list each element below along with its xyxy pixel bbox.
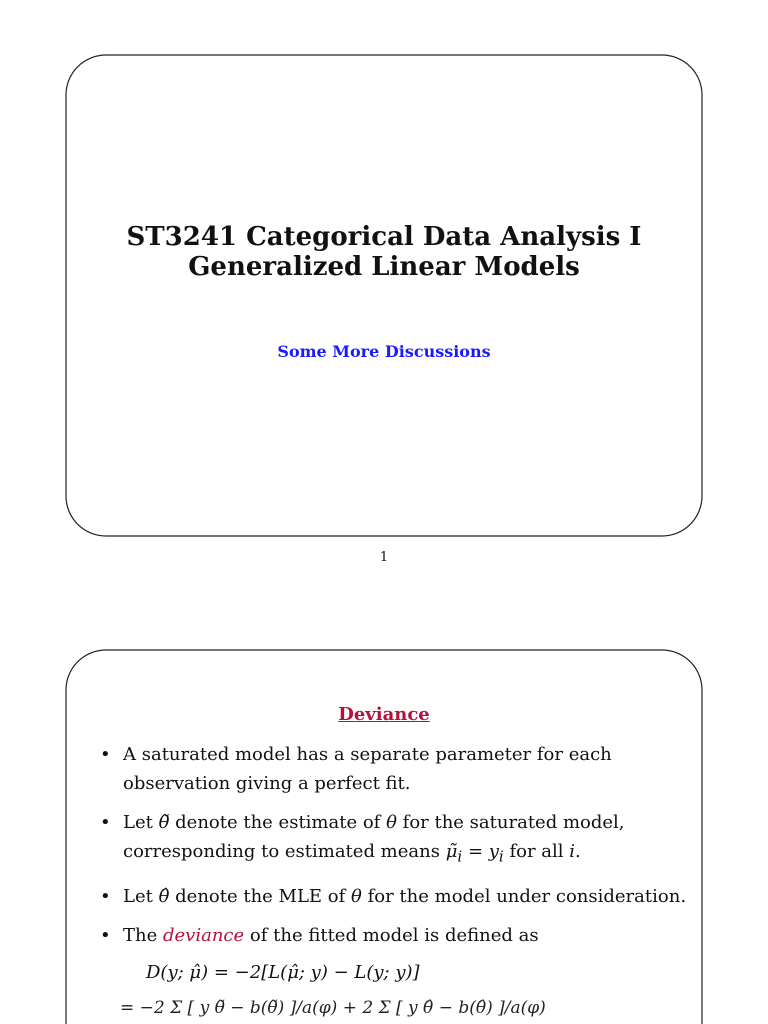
bullet-dot-icon: • — [100, 812, 111, 833]
slide-title-line2: Generalized Linear Models — [188, 252, 580, 282]
page-number: 1 — [379, 550, 389, 565]
bullet-item: • A saturated model has a separate parameter for each observation giving a perfect fit. — [100, 740, 710, 798]
deviance-formula: D(y; μ̂) = −2[L(μ̂; y) − L(y; y)] — [146, 962, 420, 983]
bullet-item: • Let θ̂ denote the MLE of θ for the model under consideration. — [100, 882, 710, 911]
bullet-dot-icon: • — [100, 885, 111, 907]
bullet-dot-icon: • — [100, 924, 111, 946]
deviance-formula-line2: = −2 Σ [ y θ̃ − b(θ̃) ]/a(φ) + 2 Σ [ y θ̂ − b(θ̂) ]/a(φ) — [120, 998, 546, 1018]
deviance-term: deviance — [163, 924, 245, 946]
slide-title-line1: ST3241 Categorical Data Analysis I — [126, 222, 642, 252]
bullet-item: • Let θ̃ denote the estimate of θ for the saturated model, corresponding to estimated means $\mũ_i = y_i$ for all i. — [100, 808, 710, 872]
slide-heading: Deviance — [338, 704, 430, 725]
bullet-dot-icon: • — [100, 744, 111, 765]
bullet-list — [100, 740, 710, 960]
bullet-item: • The deviance of the fitted model is defined as — [100, 921, 710, 950]
slide-subtitle: Some More Discussions — [277, 342, 491, 361]
